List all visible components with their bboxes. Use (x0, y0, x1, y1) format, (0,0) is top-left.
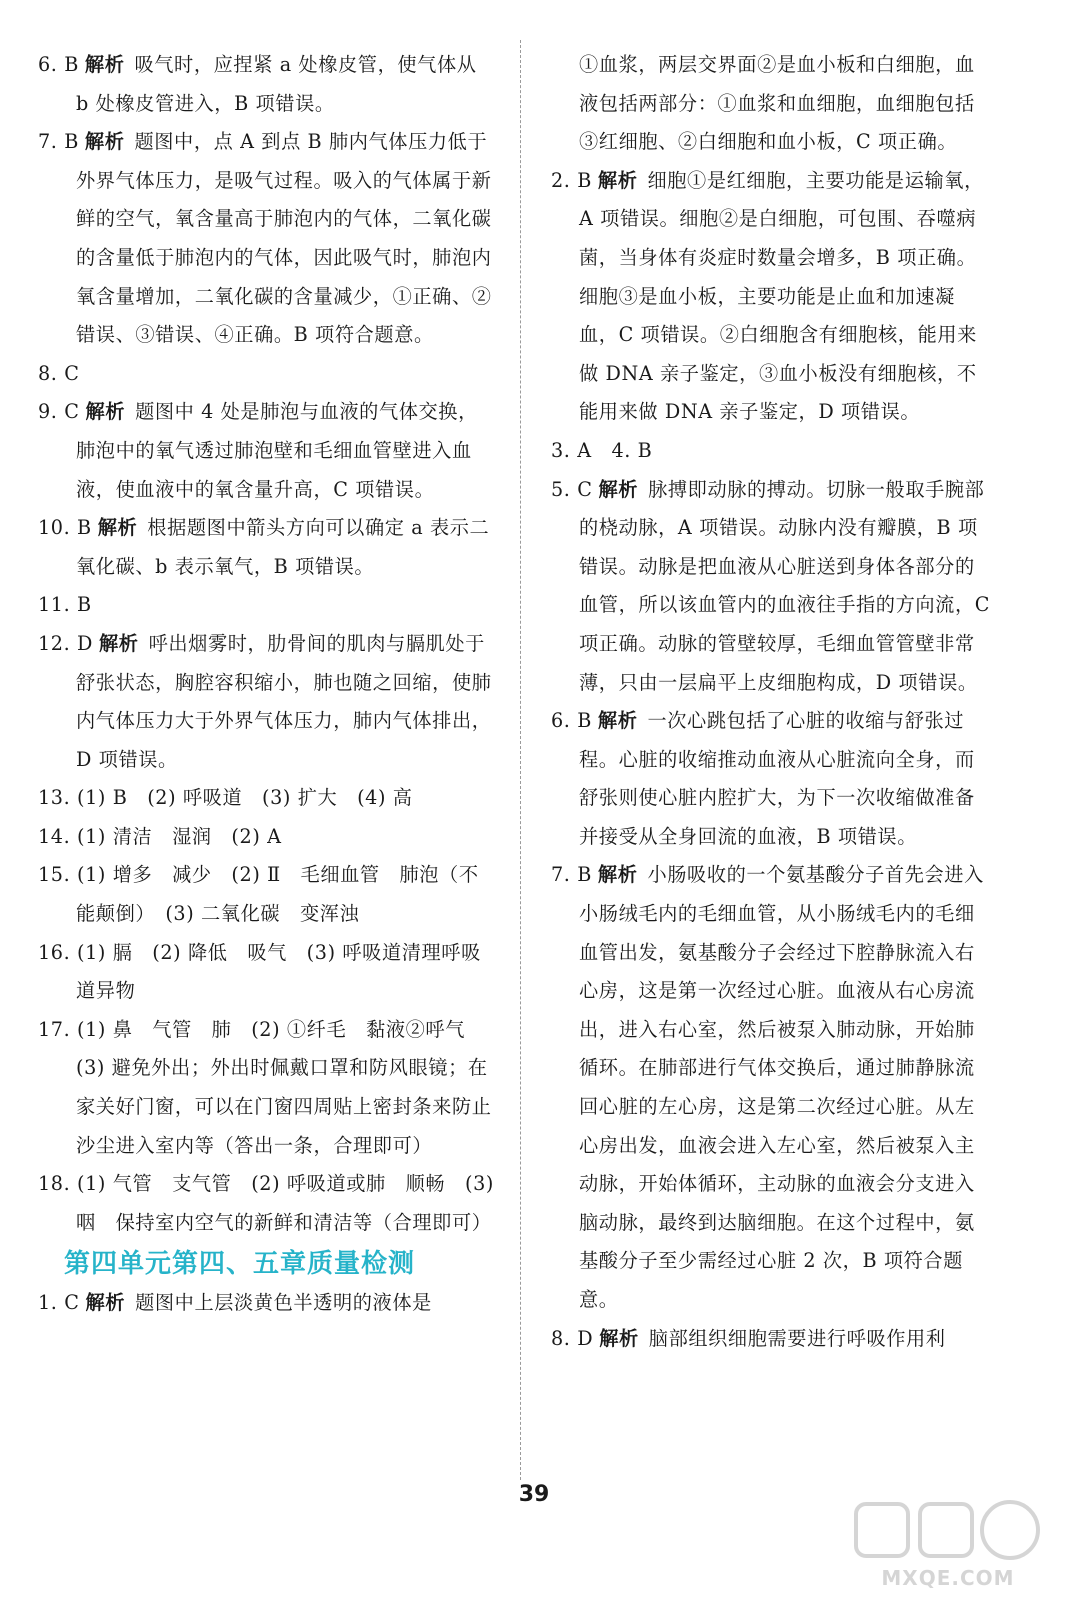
answer-item (38, 355, 496, 394)
analysis-tag: 解析 (597, 863, 638, 887)
right-column (551, 46, 991, 1358)
answer-item (38, 1011, 496, 1165)
answer-item (551, 702, 991, 856)
answer-text: (1) 增多 减少 (2) Ⅱ 毛细血管 肺泡（不能颠倒） (3) 二氧化碳 变浑浊 (76, 863, 479, 926)
answer-text: 题图中，点 A 到点 B 肺内气体压力低于外界气体压力，是吸气过程。吸入的气体属于新鲜的空气，氧含量高于肺泡内的气体，二氧化碳的含量低于肺泡内的气体，因此吸气时，肺泡内氧含量增加，二氧化碳的含量减少，①正确、②错误、③错误、④正确。B 项符合题意。 (76, 130, 492, 347)
answer-text: 细胞①是红细胞，主要功能是运输氧，A 项错误。细胞②是白细胞，可包围、吞噬病菌，当身体有炎症时数量会增多，B 项正确。细胞③是血小板，主要功能是止血和加速凝血，C 项错误。②白细胞含有细胞核，能用来做 DNA 亲子鉴定，③血小板没有细胞核，不能用来做 DNA 亲子鉴定，D 项错误。 (579, 168, 984, 424)
section-heading: 第四单元第四、五章质量检测 (64, 1249, 416, 1280)
answer-item (551, 162, 991, 432)
answer-item (38, 509, 496, 586)
analysis-tag: 解析 (597, 709, 638, 733)
answer-number: 5. C (551, 477, 593, 501)
answer-text: 呼出烟雾时，肋骨间的肌肉与膈肌处于舒张状态，胸腔容积缩小，肺也随之回缩，使肺内气体压力大于外界气体压力，肺内气体排出，D 项错误。 (76, 631, 492, 771)
answer-number: 9. C (38, 400, 80, 424)
answer-text: 题图中上层淡黄色半透明的液体是 (135, 1291, 432, 1315)
analysis-tag: 解析 (84, 53, 125, 76)
answer-number: 6. B (38, 53, 79, 76)
analysis-tag: 解析 (597, 168, 638, 192)
analysis-tag: 解析 (85, 400, 126, 424)
answer-item (38, 856, 496, 933)
right-continuation-text: ①血浆，两层交界面②是血小板和白细胞，血液包括两部分：①血浆和血细胞，血细胞包括③红细胞、②白细胞和血小板，C 项正确。 (579, 53, 975, 154)
answer-item (38, 1165, 496, 1242)
answer-text: 一次心跳包括了心脏的收缩与舒张过程。心脏的收缩推动血液从心脏流向全身，而舒张则使心脏内腔扩大，为下一次收缩做准备并接受从全身回流的血液，B 项错误。 (579, 709, 975, 848)
answer-item (38, 393, 496, 509)
answer-number: 3. A 4. B (551, 438, 653, 462)
analysis-tag: 解析 (99, 631, 139, 655)
answer-number: 12. D (38, 631, 93, 655)
answer-item (551, 1320, 991, 1359)
analysis-tag: 解析 (599, 1326, 639, 1350)
watermark-icon (850, 1498, 1046, 1568)
answer-text: (1) 膈 (2) 降低 吸气 (3) 呼吸道清理呼吸道异物 (76, 940, 481, 1003)
answer-number: 17. (38, 1017, 71, 1041)
answer-number: 16. (38, 940, 71, 964)
answer-number: 14. (38, 824, 71, 848)
answer-number: 10. B (38, 516, 92, 540)
answer-number: 15. (38, 863, 71, 887)
answer-text: 根据题图中箭头方向可以确定 a 表示二氧化碳、b 表示氧气，B 项错误。 (76, 516, 490, 578)
answer-item (38, 123, 496, 355)
answer-number: 8. D (551, 1326, 594, 1350)
analysis-tag: 解析 (97, 516, 138, 540)
answer-item (551, 856, 991, 1319)
answer-item (38, 625, 496, 779)
answer-item (38, 934, 496, 1011)
answer-text: 脑部组织细胞需要进行呼吸作用利 (648, 1326, 946, 1350)
answer-number: 18. (38, 1172, 71, 1196)
page-number: 39 (518, 1482, 550, 1507)
answer-item (38, 779, 496, 818)
answer-number: 11. B (38, 593, 92, 617)
answer-text: (1) 气管 支气管 (2) 呼吸道或肺 顺畅 (3) 咽 保持室内空气的新鲜和清洁等（合理即可） (76, 1172, 494, 1234)
watermark-text: MXQE.COM (881, 1566, 1015, 1590)
answer-text: (1) 清洁 湿润 (2) A (77, 824, 282, 848)
answer-text: 吸气时，应捏紧 a 处橡皮管，使气体从 b 处橡皮管进入，B 项错误。 (76, 53, 477, 115)
answer-item (551, 471, 991, 703)
answer-item (38, 586, 496, 625)
answer-item (551, 432, 991, 471)
answer-text: 小肠吸收的一个氨基酸分子首先会进入小肠绒毛内的毛细血管，从小肠绒毛内的毛细血管出发，氨基酸分子会经过下腔静脉流入右心房，这是第一次经过心脏。血液从右心房流出，进入右心室，然后被泵入肺动脉，开始肺循环。在肺部进行气体交换后，通过肺静脉流回心脏的左心房，这是第二次经过心脏。从左心房出发，血液会进入左心室，然后被泵入主动脉，开始体循环，主动脉的血液会分支进入脑动脉，最终到达脑细胞。在这个过程中，氨基酸分子至少需经过心脏 2 次，B 项符合题意。 (579, 863, 984, 1311)
answer-text: 题图中 4 处是肺泡与血液的气体交换，肺泡中的氧气透过肺泡壁和毛细血管壁进入血液，使血液中的氧含量升高，C 项错误。 (76, 400, 478, 501)
analysis-tag: 解析 (598, 477, 639, 501)
answer-number: 1. C (38, 1291, 80, 1315)
answer-item (38, 1284, 496, 1323)
answer-text: (1) B (2) 呼吸道 (3) 扩大 (4) 高 (77, 786, 413, 810)
answer-item (38, 818, 496, 857)
answer-text: 脉搏即动脉的搏动。切脉一般取手腕部的桡动脉，A 项错误。动脉内没有瓣膜，B 项错误。动脉是把血液从心脏送到身体各部分的血管，所以该血管内的血液往手指的方向流，C 项正确。动脉的管壁较厚，毛细血管管壁非常薄，只由一层扁平上皮细胞构成，D 项错误。 (579, 477, 991, 694)
analysis-tag: 解析 (85, 1291, 126, 1315)
analysis-tag: 解析 (84, 130, 125, 154)
answer-number: 8. C (38, 361, 80, 385)
answer-item (38, 46, 496, 123)
left-column (38, 46, 496, 1323)
answer-number: 13. (38, 786, 71, 810)
answer-number: 7. B (551, 863, 592, 887)
answer-text: (1) 鼻 气管 肺 (2) ①纤毛 黏液②呼气 (3) 避免外出；外出时佩戴口罩和防风眼镜；在家关好门窗，可以在门窗四周贴上密封条来防止沙尘进入室内等（答出一条，合理即可） (76, 1017, 492, 1157)
answer-number: 6. B (551, 709, 592, 733)
answer-number: 7. B (38, 130, 79, 154)
watermark-logo (850, 1498, 1046, 1594)
answer-number: 2. B (551, 168, 592, 192)
column-divider (520, 40, 521, 1480)
